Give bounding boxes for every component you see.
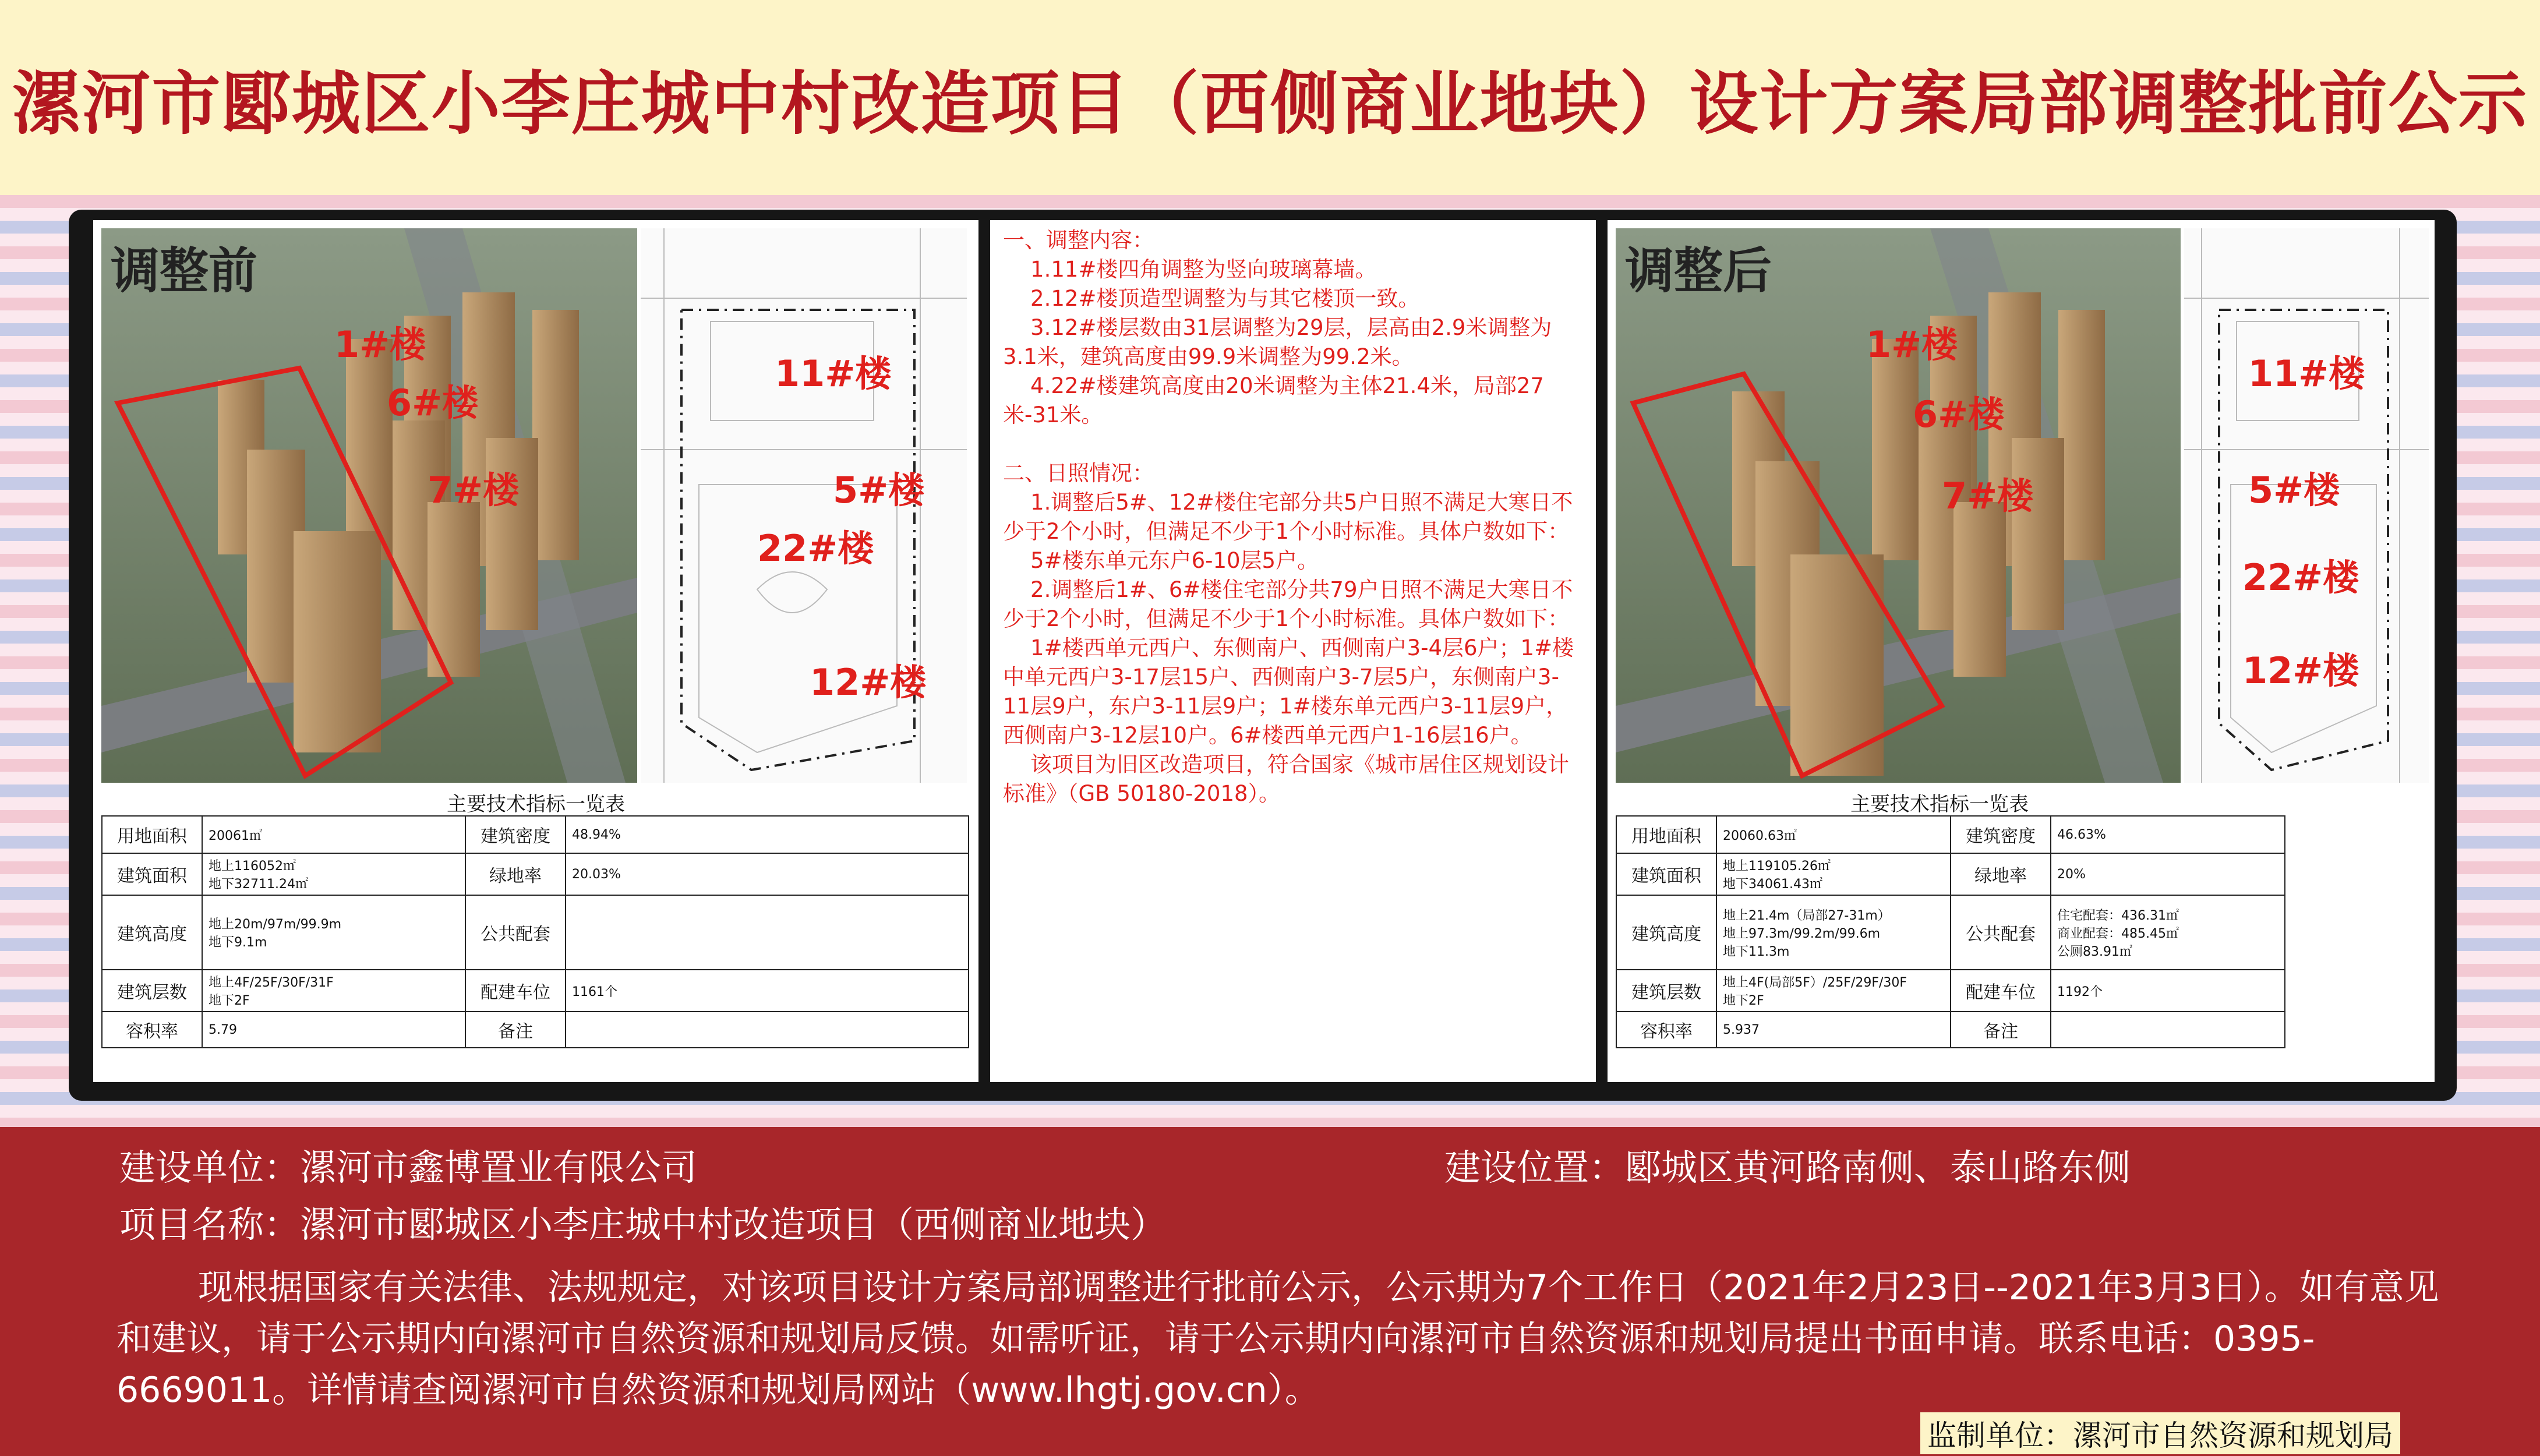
before-site-plan — [641, 228, 967, 783]
text-line: 该项目为旧区改造项目，符合国家《城市居住区规划设计标准》（GB 50180-2018）。 — [1003, 752, 1570, 806]
text-line: 3.12#楼层数由31层调整为29层，层高由2.9米调整为3.1米，建筑高度由99.9米调整为99.2米。 — [1003, 315, 1552, 369]
project-name-info: 项目名称：漯河市郾城区小李庄城中村改造项目（西侧商业地块） — [119, 1203, 1167, 1246]
before-aerial-image — [101, 228, 637, 783]
cell-key: 公共配套 — [1951, 895, 2051, 970]
cell-value: 46.63% — [2051, 816, 2285, 853]
cell-key: 配建车位 — [1951, 970, 2051, 1012]
cell-value: 48.94% — [566, 816, 969, 853]
table-row — [102, 895, 969, 970]
cell-key: 备注 — [465, 1012, 566, 1048]
label-building-7: 7#楼 — [428, 469, 520, 511]
after-rendering — [1616, 228, 2181, 783]
cell-key: 绿地率 — [1951, 853, 2051, 895]
text-line: 二、日照情况： — [1003, 461, 1154, 486]
label-building-1: 1#楼 — [334, 323, 426, 366]
cell-value: 20% — [2051, 853, 2285, 895]
cell-key: 建筑高度 — [102, 895, 202, 970]
after-panel — [1608, 220, 2435, 1082]
cell-key: 建筑层数 — [102, 970, 202, 1012]
cell-key: 建筑高度 — [1616, 895, 1716, 970]
table-row — [1616, 853, 2285, 895]
table-row — [102, 970, 969, 1012]
cell-value: 5.937 — [1716, 1012, 1951, 1048]
cell-key: 用地面积 — [102, 816, 202, 853]
label-building-5: 5#楼 — [833, 469, 925, 511]
cell-key: 备注 — [1951, 1012, 2051, 1048]
label-building-11: 11#楼 — [2248, 352, 2365, 395]
cell-value: 地上20m/97m/99.9m 地下9.1m — [202, 895, 465, 970]
adjustment-text — [1003, 226, 1585, 808]
label-building-22: 22#楼 — [2242, 556, 2359, 599]
text-line: 2.调整后1#、6#楼住宅部分共79户日照不满足大寒日不少于2个小时，但满足不少于1个小时标准。具体户数如下： — [1003, 577, 1573, 631]
before-spec-table — [101, 815, 969, 1048]
table-row — [102, 816, 969, 853]
cell-value: 20060.63㎡ — [1716, 816, 1951, 853]
cell-key: 建筑面积 — [1616, 853, 1716, 895]
cell-key: 建筑层数 — [1616, 970, 1716, 1012]
label-building-12: 12#楼 — [2242, 649, 2359, 692]
label-building-7: 7#楼 — [1942, 475, 2034, 517]
cell-key: 用地面积 — [1616, 816, 1716, 853]
cell-value: 1192个 — [2051, 970, 2285, 1012]
public-notice-text: 现根据国家有关法律、法规规定，对该项目设计方案局部调整进行批前公示，公示期为7个工作日（2021年2月23日--2021年3月3日）。如有意见和建议，请于公示期内向漯河市自然资源和规划局反馈。如需听证，请于公示期内向漯河市自然资源和规划局提出书面申请。联系电话：0395-6669011。详情请查阅漯河市自然资源和规划局网站（www.lhgtj.gov.cn）。 — [116, 1267, 2439, 1411]
cell-key: 建筑面积 — [102, 853, 202, 895]
label-building-6: 6#楼 — [1913, 393, 2005, 436]
cell-value: 地上4F/25F/30F/31F 地下2F — [202, 970, 465, 1012]
text-line: 4.22#楼建筑高度由20米调整为主体21.4米，局部27米-31米。 — [1003, 373, 1544, 427]
supervisor-info: 监制单位：漯河市自然资源和规划局 — [1920, 1412, 2400, 1454]
cell-value: 住宅配套：436.31㎡ 商业配套：485.45㎡ 公厕83.91㎡ — [2051, 895, 2285, 970]
text-line: 2.12#楼顶造型调整为与其它楼顶一致。 — [1003, 286, 1420, 311]
page-title: 漯河市郾城区小李庄城中村改造项目（西侧商业地块）设计方案局部调整批前公示 — [12, 63, 2528, 144]
label-building-1: 1#楼 — [1866, 323, 1958, 366]
before-panel — [93, 220, 978, 1082]
after-table-title: 主要技术指标一览表 — [1850, 793, 2029, 816]
label-building-12: 12#楼 — [810, 661, 927, 704]
cell-value — [566, 1012, 969, 1048]
cell-key: 容积率 — [1616, 1012, 1716, 1048]
before-table-title: 主要技术指标一览表 — [447, 793, 625, 816]
cell-value — [566, 895, 969, 970]
table-row — [1616, 816, 2285, 853]
before-rendering — [101, 228, 637, 783]
label-building-5: 5#楼 — [2248, 469, 2340, 511]
label-building-6: 6#楼 — [387, 381, 479, 424]
text-line: 一、调整内容： — [1003, 228, 1154, 253]
cell-value: 地上119105.26㎡ 地下34061.43㎡ — [1716, 853, 1951, 895]
location-info: 建设位置：郾城区黄河路南侧、泰山路东侧 — [1444, 1146, 2131, 1189]
project-info-footer — [0, 1127, 2540, 1456]
table-row — [1616, 895, 2285, 970]
cell-value: 5.79 — [202, 1012, 465, 1048]
cell-key: 公共配套 — [465, 895, 566, 970]
label-building-22: 22#楼 — [757, 527, 874, 570]
table-row — [1616, 970, 2285, 1012]
after-aerial-image — [1616, 228, 2181, 783]
text-line: 1#楼西单元西户、东侧南户、西侧南户3-4层6户；1#楼中单元西户3-17层15户、西侧南户3-7层5户，东侧南户3-11层9户，东户3-11层9户；1#楼东单元西户3-11层9户，西侧南户3-12层10户。6#楼西单元西户1-16层16户。 — [1003, 635, 1574, 748]
adjustment-text-panel — [990, 220, 1596, 1082]
cell-key: 配建车位 — [465, 970, 566, 1012]
cell-value — [2051, 1012, 2285, 1048]
cell-value: 1161个 — [566, 970, 969, 1012]
cell-value: 20061㎡ — [202, 816, 465, 853]
text-line: 1.调整后5#、12#楼住宅部分共5户日照不满足大寒日不少于2个小时，但满足不少于1个小时标准。具体户数如下： — [1003, 490, 1573, 544]
table-row — [1616, 1012, 2285, 1048]
after-site-plan — [2184, 228, 2429, 783]
cell-value: 地上21.4m（局部27-31m） 地上97.3m/99.2m/99.6m 地下11.3m — [1716, 895, 1951, 970]
cell-key: 绿地率 — [465, 853, 566, 895]
cell-key: 容积率 — [102, 1012, 202, 1048]
after-spec-table — [1616, 815, 2285, 1048]
after-tag: 调整后 — [1625, 242, 1772, 299]
label-building-11: 11#楼 — [775, 352, 892, 395]
cell-key: 建筑密度 — [1951, 816, 2051, 853]
cell-value: 地上4F(局部5F）/25F/29F/30F 地下2F — [1716, 970, 1951, 1012]
text-line: 1.11#楼四角调整为竖向玻璃幕墙。 — [1003, 257, 1377, 282]
cell-value: 20.03% — [566, 853, 969, 895]
text-line — [1003, 430, 1585, 459]
text-line: 5#楼东单元东户6-10层5户。 — [1003, 548, 1319, 573]
cell-key: 建筑密度 — [465, 816, 566, 853]
builder-info: 建设单位：漯河市鑫博置业有限公司 — [119, 1146, 698, 1189]
table-row — [102, 1012, 969, 1048]
table-row — [102, 853, 969, 895]
cell-value: 地上116052㎡ 地下32711.24㎡ — [202, 853, 465, 895]
before-tag: 调整前 — [111, 242, 258, 299]
title-banner — [0, 0, 2540, 195]
